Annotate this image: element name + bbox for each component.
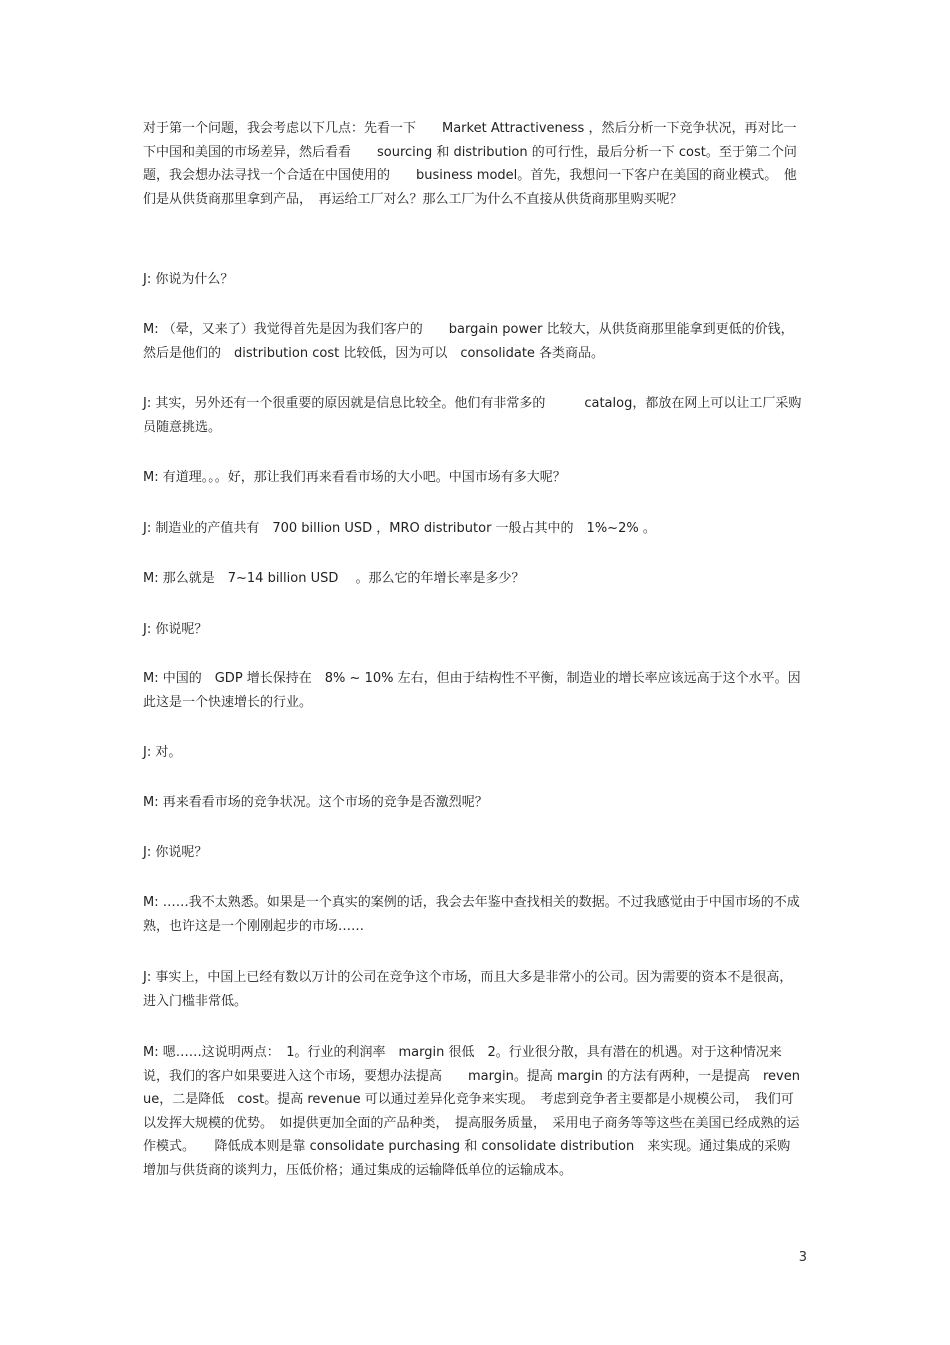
paragraph-j-4: J: 你说呢？ (143, 622, 208, 637)
paragraph-m-2: M: 有道理。。。好，那让我们再来看看市场的大小吧。中国市场有多大呢？ (143, 470, 566, 485)
paragraph-m-4: M: 中国的 GDP 增长保持在 8% ~ 10% 左右，但由于结构性不平衡，制造业的增长率应该远高于这个水平。因此这是一个快速增长的行业。 (143, 671, 801, 710)
paragraph-m-1: M: （晕，又来了）我觉得首先是因为我们客户的 bargain power 比较大，从供货商那里能拿到更低的价钱，然后是他们的 distribution cost 比较低，因为可以 consolidate 各类商品。 (143, 322, 794, 361)
paragraph-m-7: M: 嗯……这说明两点： 1。行业的利润率 margin 很低 2。行业很分散，具有潜在的机遇。对于这种情况来说，我们的客户如果要进入这个市场，要想办法提高 margin。提高 margin 的方法有两种，一是提高 revenue，二是降低 cost。提高 revenue 可以通过差异化竞争来实现。 考虑到竞争者主要都是小规模公司， 我们可以发挥大规模的优势。 如提供更加全面的产品种类， 提高服务质量， 采用电子商务等等这些在美国已经成熟的运作模式。 降低成本则是靠 consolidate purchasing 和 consolidate distribution 来实现。通过集成的采购增加与供货商的谈判力，压低价格；通过集成的运输降低单位的运输成本。 (143, 1045, 800, 1178)
paragraph-j-7: J: 事实上，中国上已经有数以万计的公司在竞争这个市场，而且大多是非常小的公司。因为需要的资本不是很高，进入门槛非常低。 (143, 970, 793, 1009)
paragraph-j-2: J: 其实，另外还有一个很重要的原因就是信息比较全。他们有非常多的 catalog，都放在网上可以让工厂采购员随意挑选。 (143, 396, 802, 435)
paragraph-m-5: M: 再来看看市场的竞争状况。这个市场的竞争是否激烈呢？ (143, 795, 488, 810)
paragraph-m-3: M: 那么就是 7~14 billion USD 。那么它的年增长率是多少？ (143, 571, 525, 586)
paragraph-intro: 对于第一个问题，我会考虑以下几点：先看一下 Market Attractiveness ，然后分析一下竞争状况，再对比一下中国和美国的市场差异，然后看看 sourcing 和 distribution 的可行性，最后分析一下 cost。至于第二个问题，我会想办法寻找一个合适在中国使用的 business model。首先，我想问一下客户在美国的商业模式。 他们是从供货商那里拿到产品， 再运给工厂对么？那么工厂为什么不直接从供货商那里购买呢？ (143, 121, 797, 207)
paragraph-m-6: M: ……我不太熟悉。如果是一个真实的案例的话，我会去年鉴中查找相关的数据。不过我感觉由于中国市场的不成熟，也许这是一个刚刚起步的市场…… (143, 895, 800, 934)
paragraph-j-1: J: 你说为什么？ (143, 272, 234, 287)
page-number: 3 (798, 1250, 807, 1265)
paragraph-j-5: J: 对。 (143, 745, 182, 760)
paragraph-j-3: J: 制造业的产值共有 700 billion USD ，MRO distributor 一般占其中的 1%~2% 。 (143, 521, 656, 536)
paragraph-j-6: J: 你说呢？ (143, 845, 208, 860)
